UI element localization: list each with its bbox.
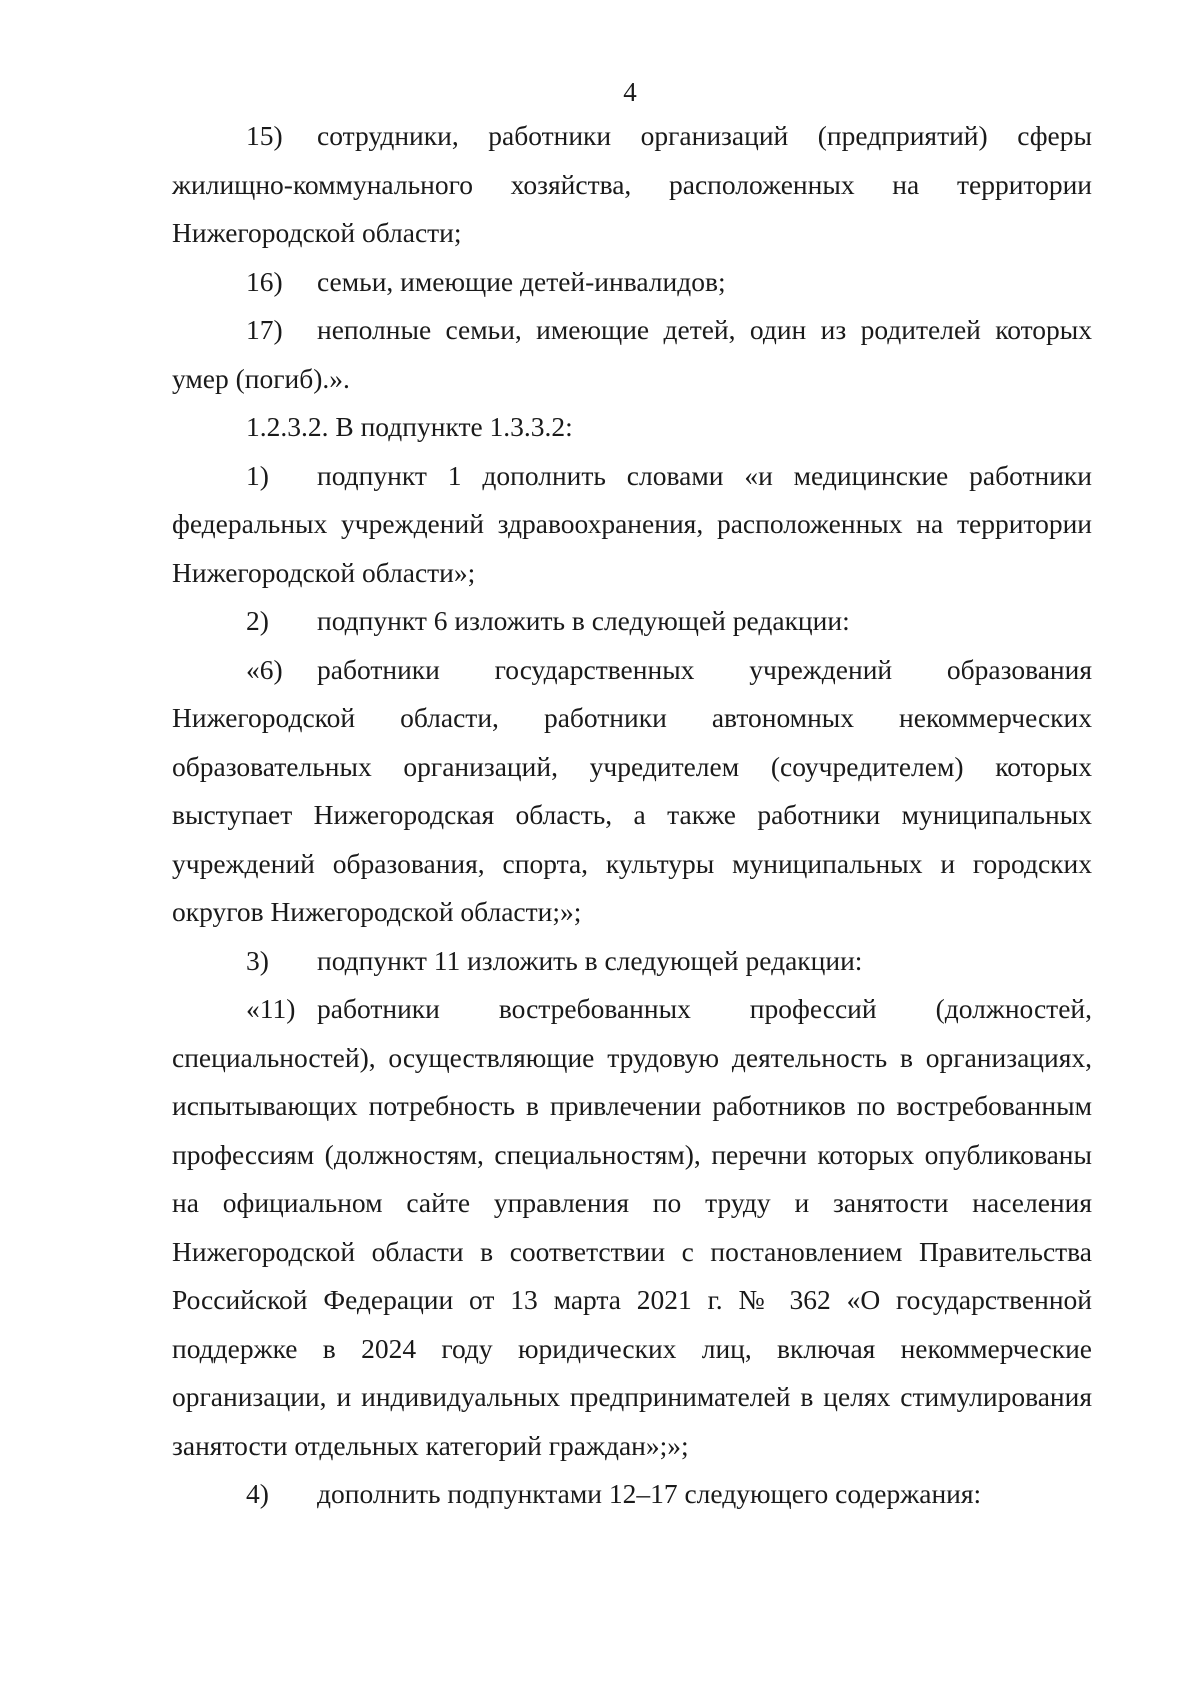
list-item-17 bbox=[172, 306, 1092, 403]
list-item-number: «11) bbox=[246, 993, 296, 1024]
list-item-text: подпункт 6 изложить в следующей редакции: bbox=[317, 605, 850, 636]
list-item-text: работники востребованных профессий (должностей, специальностей), осуществляющие трудовую деятельность в организациях, испытывающих потребность в привлечении работников по востребованным профессиям (должностям, специальностям), перечни которых опубликованы на официальном сайте управления по труду и занятости населения Нижегородской области в соответствии с постановлением Правительства Российской Федерации от 13 марта 2021 г. № 362 «О государственной поддержке в 2024 году юридических лиц, включая некоммерческие организации, и индивидуальных предпринимателей в целях стимулирования занятости отдельных категорий граждан»;»; bbox=[172, 993, 1092, 1461]
list-item-number: 16) bbox=[246, 265, 283, 297]
list-item-3 bbox=[172, 937, 1092, 986]
page-number: 4 bbox=[623, 77, 637, 107]
list-item-text: неполные семьи, имеющие детей, один из родителей которых умер (погиб).». bbox=[172, 314, 1092, 394]
list-item-text: сотрудники, работники организаций (предприятий) сферы жилищно-коммунального хозяйства, расположенных на территории Нижегородской области; bbox=[172, 120, 1092, 248]
section-heading-text: 1.2.3.2. В подпункте 1.3.3.2: bbox=[246, 411, 573, 442]
section-heading-1-2-3-2 bbox=[172, 403, 1092, 452]
list-item-number: 15) bbox=[246, 120, 283, 151]
list-item-16 bbox=[172, 258, 1092, 307]
list-item-text: дополнить подпунктами 12–17 следующего содержания: bbox=[317, 1478, 982, 1509]
list-item-number: 4) bbox=[246, 1478, 269, 1509]
list-item-number: «6) bbox=[246, 653, 283, 685]
document-body bbox=[172, 112, 1092, 1519]
list-item-2 bbox=[172, 597, 1092, 646]
list-item-number: 2) bbox=[246, 605, 269, 636]
list-item-text: работники государственных учреждений образования Нижегородской области, работники автономных некоммерческих образовательных организаций, учредителем (соучредителем) которых выступает Нижегородская область, а также работники муниципальных учреждений образования, спорта, культуры муниципальных и городских округов Нижегородской области;»; bbox=[172, 653, 1092, 927]
list-item-number: 17) bbox=[246, 314, 283, 345]
quoted-item-11 bbox=[172, 985, 1092, 1470]
list-item-number: 1) bbox=[246, 459, 269, 491]
list-item-4 bbox=[172, 1470, 1092, 1519]
quoted-item-6 bbox=[172, 646, 1092, 937]
list-item-text: подпункт 1 дополнить словами «и медицинские работники федеральных учреждений здравоохранения, расположенных на территории Нижегородской области»; bbox=[172, 459, 1092, 588]
list-item-15 bbox=[172, 112, 1092, 258]
list-item-number: 3) bbox=[246, 944, 269, 976]
list-item-text: подпункт 11 изложить в следующей редакции: bbox=[317, 944, 863, 976]
list-item-text: семьи, имеющие детей-инвалидов; bbox=[317, 265, 726, 297]
list-item-1 bbox=[172, 452, 1092, 598]
